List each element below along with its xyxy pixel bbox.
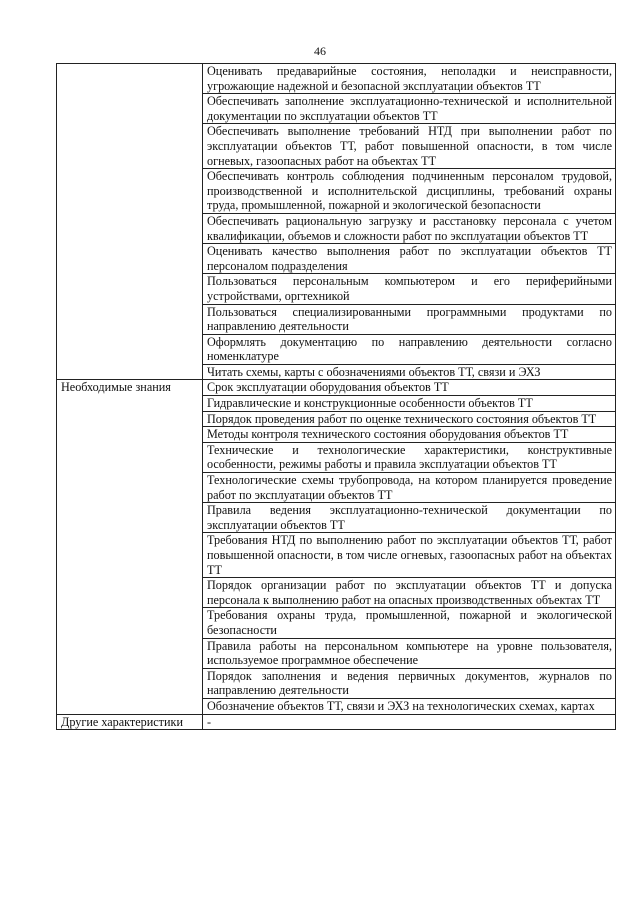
knowledge-item: Методы контроля технического состояния оборудования объектов ТТ [203,427,616,443]
knowledge-label: Необходимые знания [57,380,203,714]
skill-item: Обеспечивать контроль соблюдения подчиненным персоналом трудовой, производственной и исполнительской дисциплины, требований охраны труда, промышленной, пожарной и экологической безопасности [203,169,616,214]
skill-item: Оценивать качество выполнения работ по эксплуатации объектов ТТ персоналом подразделения [203,244,616,274]
knowledge-item: Требования НТД по выполнению работ по эксплуатации объектов ТТ, работ повышенной опасности, в том числе огневых, газоопасных работ на объектах ТТ [203,533,616,578]
skills-label-cell [57,64,203,380]
other-characteristics-label: Другие характеристики [57,714,203,730]
knowledge-item: Гидравлические и конструкционные особенности объектов ТТ [203,396,616,412]
knowledge-item: Порядок организации работ по эксплуатации объектов ТТ и допуска персонала к выполнению работ на опасных производственных объектах ТТ [203,578,616,608]
knowledge-item: Порядок заполнения и ведения первичных документов, журналов по направлению деятельности [203,668,616,698]
skill-item: Обеспечивать рациональную загрузку и расстановку персонала с учетом квалификации, объемов и сложности работ по эксплуатации объектов ТТ [203,213,616,243]
skill-item: Пользоваться специализированными программными продуктами по направлению деятельности [203,304,616,334]
knowledge-item: Порядок проведения работ по оценке технического состояния объектов ТТ [203,411,616,427]
skill-item: Оценивать предаварийные состояния, неполадки и неисправности, угрожающие надежной и безопасной эксплуатации объектов ТТ [203,64,616,94]
table-row [57,714,616,730]
requirements-table [56,63,616,730]
knowledge-item: Обозначение объектов ТТ, связи и ЭХЗ на технологических схемах, картах [203,698,616,714]
skill-item: Оформлять документацию по направлению деятельности согласно номенклатуре [203,334,616,364]
knowledge-item: Срок эксплуатации оборудования объектов ТТ [203,380,616,396]
table-row [57,64,616,94]
knowledge-item: Технические и технологические характеристики, конструктивные особенности, режимы работы и правила эксплуатации объектов ТТ [203,442,616,472]
skill-item: Читать схемы, карты с обозначениями объектов ТТ, связи и ЭХЗ [203,364,616,380]
page-number: 46 [314,44,326,58]
skill-item: Обеспечивать заполнение эксплуатационно-технической и исполнительной документации по эксплуатации объектов ТТ [203,94,616,124]
knowledge-item: Требования охраны труда, промышленной, пожарной и экологической безопасности [203,608,616,638]
knowledge-item: Правила работы на персональном компьютере на уровне пользователя, используемое программное обеспечение [203,638,616,668]
skill-item: Обеспечивать выполнение требований НТД при выполнении работ по эксплуатации объектов ТТ, работ повышенной опасности, в том числе огневых, газоопасных работ на объектах ТТ [203,124,616,169]
knowledge-item: Технологические схемы трубопровода, на котором планируется проведение работ по эксплуатации объектов ТТ [203,473,616,503]
skill-item: Пользоваться персональным компьютером и его периферийными устройствами, оргтехникой [203,274,616,304]
table-row [57,380,616,396]
other-characteristics-value: - [203,714,616,730]
knowledge-item: Правила ведения эксплуатационно-технической документации по эксплуатации объектов ТТ [203,503,616,533]
